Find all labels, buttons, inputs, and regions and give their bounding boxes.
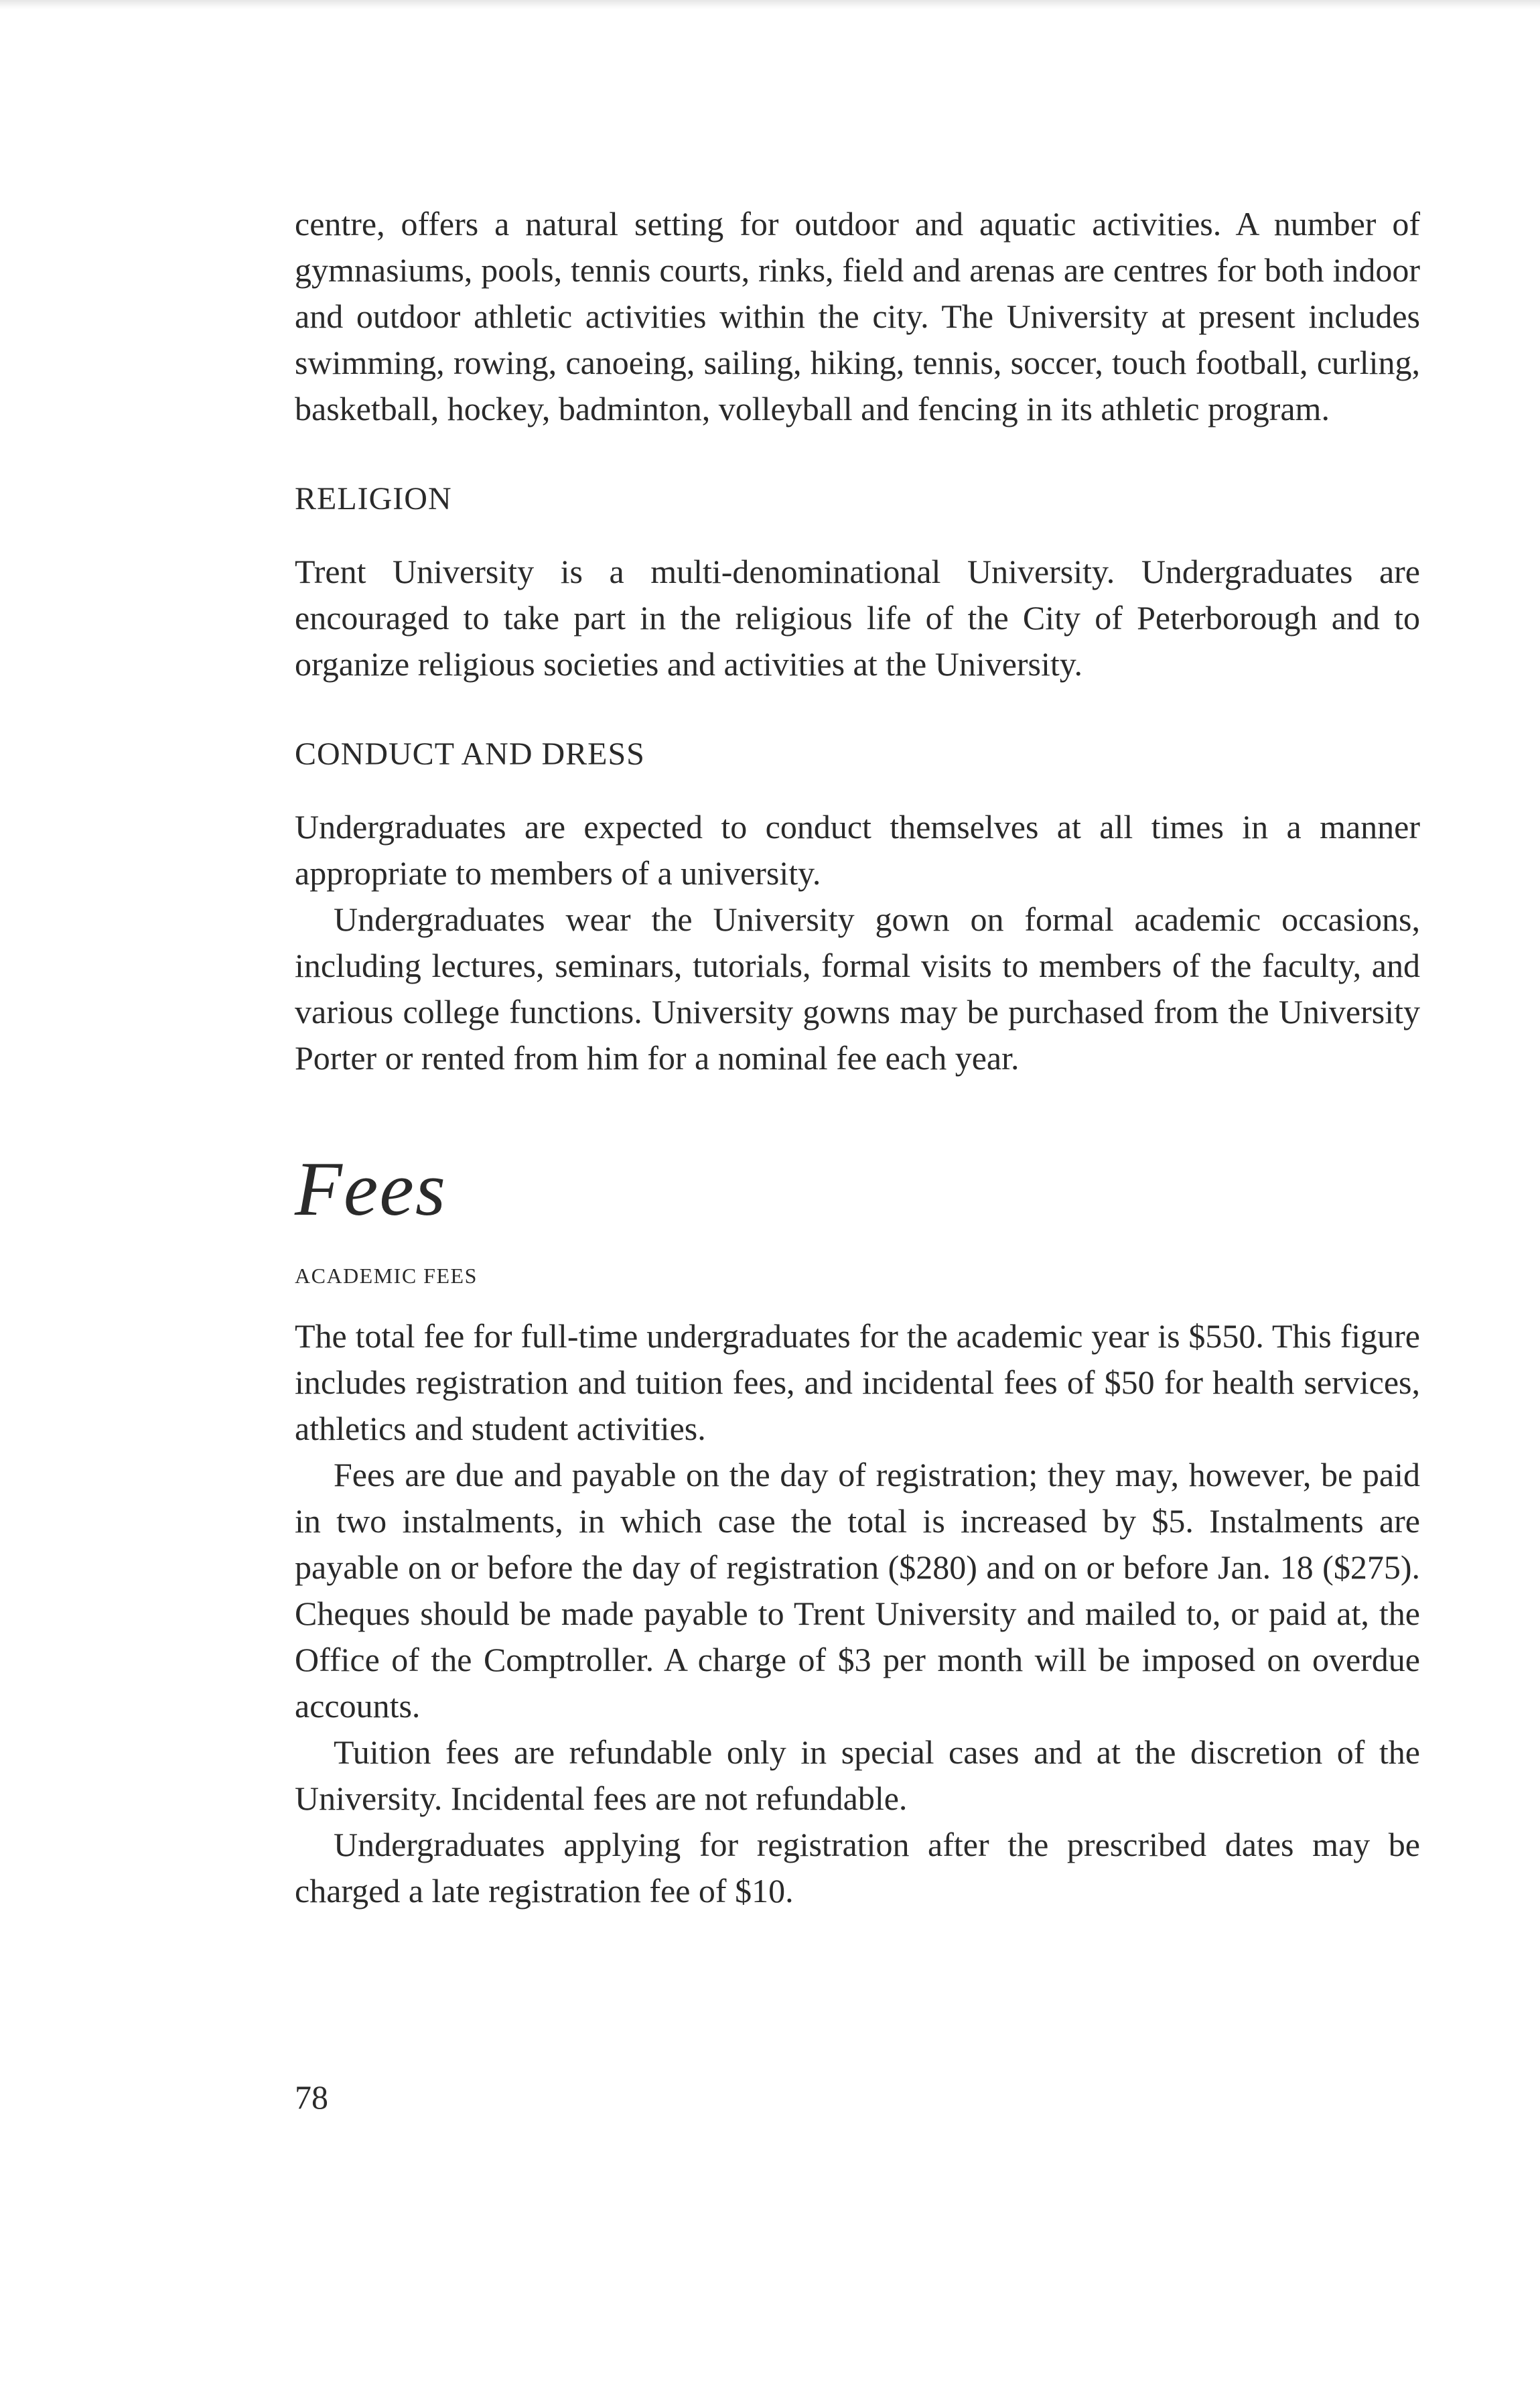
fees-title: Fees <box>295 1146 447 1232</box>
religion-heading: RELIGION <box>295 481 452 517</box>
fees-paragraph-1: The total fee for full-time undergraduates for the academic year is $550. This figure includes registration and tuition fees, and incidental fees of $50 for health services, athletics and student activities. <box>295 1317 1420 1447</box>
fees-paragraph-2: Fees are due and payable on the day of registration; they may, however, be paid in two instalments, in which case the total is increased by $5. Instalments are payable on or before the day of registration ($280) and on or before Jan. 18 ($275). Cheques should be made payable to Trent University and mailed to, or paid at, the Office of the Comptroller. A charge of $3 per month will be imposed on overdue accounts. <box>295 1456 1420 1725</box>
conduct-paragraph-2: Undergraduates wear the University gown on formal academic occasions, including lectures, seminars, tutorials, formal visits to members of the faculty, and various college functions. University gowns may be purchased from the University Porter or rented from him for a nominal fee each year. <box>295 900 1420 1077</box>
fees-paragraph-4: Undergraduates applying for registration after the prescribed dates may be charged a late registration fee of $10. <box>295 1826 1420 1910</box>
athletics-paragraph: centre, offers a natural setting for outdoor and aquatic activities. A number of gymnasiums, pools, tennis courts, rinks, field and arenas are centres for both indoor and outdoor athletic activities within the city. The University at present includes swimming, rowing, canoeing, sailing, hiking, tennis, soccer, touch football, curling, basketball, hockey, badminton, volleyball and fencing in its athletic program. <box>295 205 1420 427</box>
page-number: 78 <box>295 2078 328 2116</box>
fees-paragraph-3: Tuition fees are refundable only in special cases and at the discretion of the University. Incidental fees are not refundable. <box>295 1733 1420 1817</box>
text-column <box>295 201 1420 1914</box>
religion-paragraph: Trent University is a multi-denominational University. Undergraduates are encouraged to take part in the religious life of the City of Peterborough and to organize religious societies and activities at the University. <box>295 553 1420 683</box>
page-top-edge <box>0 0 1540 9</box>
conduct-paragraph-1: Undergraduates are expected to conduct themselves at all times in a manner appropriate to members of a university. <box>295 808 1420 892</box>
academic-fees-heading: ACADEMIC FEES <box>295 1264 478 1288</box>
conduct-heading: CONDUCT AND DRESS <box>295 736 645 772</box>
